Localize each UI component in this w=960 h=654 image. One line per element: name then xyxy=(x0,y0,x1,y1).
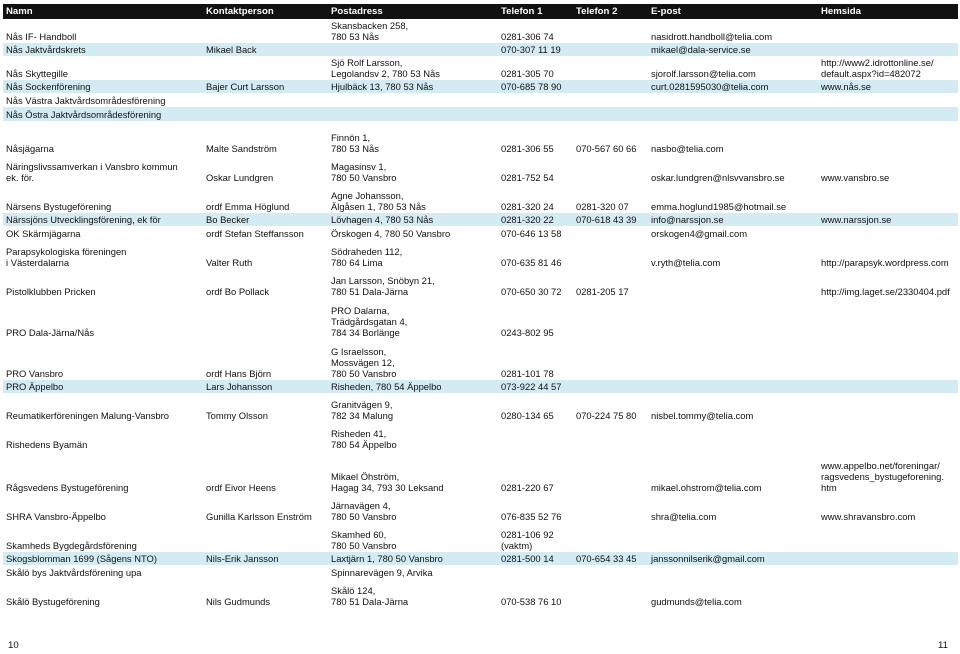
table-row xyxy=(3,451,958,494)
table-row xyxy=(3,552,958,565)
cell-telefon-1 xyxy=(498,93,573,107)
cell-kontaktperson xyxy=(203,93,328,107)
cell-telefon-1: 0281-320 22 xyxy=(498,213,573,226)
cell-hemsida xyxy=(818,121,958,155)
cell-kontaktperson: Nils-Erik Jansson xyxy=(203,552,328,565)
cell-telefon-2 xyxy=(573,451,648,494)
cell-kontaktperson: Lars Johansson xyxy=(203,380,328,393)
cell-namn: Skålö bys Jaktvårdsförening upa xyxy=(6,567,142,578)
cell-telefon-1: 070-646 13 58 xyxy=(501,228,562,239)
cell-postadress: Järnavägen 4, 780 50 Vansbro xyxy=(331,500,397,522)
cell-namn: Pistolklubben Pricken xyxy=(6,286,96,297)
cell-hemsida: www.vansbro.se xyxy=(821,172,890,183)
cell-postadress: Risheden, 780 54 Äppelbo xyxy=(328,380,498,393)
cell-telefon-2: 070-567 60 66 xyxy=(576,143,637,154)
cell-postadress xyxy=(328,43,498,56)
header-hemsida: Hemsida xyxy=(818,4,958,19)
cell-telefon-2 xyxy=(573,565,648,579)
cell-telefon-1 xyxy=(498,107,573,121)
cell-kontaktperson: Oskar Lundgren xyxy=(206,172,274,183)
cell-kontaktperson: ordf Stefan Steffansson xyxy=(206,228,304,239)
page-number-left: 10 xyxy=(8,640,19,651)
cell-kontaktperson xyxy=(203,422,328,451)
cell-e-post xyxy=(648,107,818,121)
cell-namn: Parapsykologiska föreningen i Västerdalarna xyxy=(6,246,127,268)
header-telefon-2: Telefon 2 xyxy=(573,4,648,19)
cell-postadress: Granitvägen 9, 782 34 Malung xyxy=(331,399,394,421)
cell-telefon-1: 0281-500 14 xyxy=(498,552,573,565)
header-row xyxy=(3,4,958,19)
cell-postadress: Agne Johansson, Älgåsen 1, 780 53 Nås xyxy=(331,190,426,212)
cell-postadress: G Israelsson, Mossvägen 12, 780 50 Vansbro xyxy=(331,346,397,379)
cell-hemsida: www.narssjon.se xyxy=(818,213,958,226)
cell-telefon-1: 070-635 81 46 xyxy=(501,257,562,268)
cell-postadress: Hjulbäck 13, 780 53 Nås xyxy=(328,80,498,93)
cell-e-post: mikael.ohstrom@telia.com xyxy=(651,482,762,493)
cell-telefon-1: 076-835 52 76 xyxy=(501,511,562,522)
cell-telefon-1: 0281-306 55 xyxy=(501,143,554,154)
cell-telefon-1: 0281-305 70 xyxy=(501,68,554,79)
cell-kontaktperson: ordf Emma Höglund xyxy=(206,201,290,212)
cell-telefon-2 xyxy=(573,523,648,552)
cell-namn: Skogsblomman 1699 (Sågens NTO) xyxy=(3,552,203,565)
cell-e-post: info@narssjon.se xyxy=(648,213,818,226)
cell-postadress: Finnön 1, 780 53 Nås xyxy=(331,132,379,154)
cell-e-post: oskar.lundgren@nlsvvansbro.se xyxy=(651,172,785,183)
cell-postadress: Sjö Rolf Larsson, Legolandsv 2, 780 53 Nås xyxy=(331,57,440,79)
cell-hemsida xyxy=(818,393,958,422)
cell-hemsida xyxy=(818,43,958,56)
table-row xyxy=(3,579,958,608)
cell-postadress: Spinnarevägen 9, Arvika xyxy=(331,567,433,578)
table-row xyxy=(3,80,958,93)
cell-telefon-2 xyxy=(573,298,648,339)
cell-e-post: orskogen4@gmail.com xyxy=(651,228,748,239)
cell-telefon-1: 070-307 11 19 xyxy=(498,43,573,56)
cell-e-post: curt.0281595030@telia.com xyxy=(648,80,818,93)
cell-telefon-1: 070-685 78 90 xyxy=(498,80,573,93)
cell-telefon-1: 0281-752 54 xyxy=(501,172,554,183)
cell-telefon-2 xyxy=(573,226,648,240)
cell-telefon-2 xyxy=(573,494,648,523)
table-row xyxy=(3,155,958,184)
cell-namn: Rågsvedens Bystugeförening xyxy=(6,482,129,493)
cell-namn: Nås Skyttegille xyxy=(6,68,69,79)
table-row xyxy=(3,298,958,339)
cell-kontaktperson: ordf Eivor Heens xyxy=(206,482,276,493)
header-e-post: E-post xyxy=(648,4,818,19)
cell-hemsida: http://img.laget.se/2330404.pdf xyxy=(821,286,950,297)
cell-telefon-2: 070-654 33 45 xyxy=(573,552,648,565)
cell-telefon-1: 0281-320 24 xyxy=(501,201,554,212)
cell-e-post xyxy=(648,93,818,107)
cell-kontaktperson: Bo Becker xyxy=(203,213,328,226)
cell-namn: Närssjöns Utvecklingsförening, ek för xyxy=(3,213,203,226)
cell-namn: Nås IF- Handboll xyxy=(6,31,77,42)
cell-postadress: Risheden 41, 780 54 Äppelbo xyxy=(331,428,397,450)
cell-kontaktperson: Malte Sandström xyxy=(206,143,277,154)
cell-telefon-1: 0281-101 78 xyxy=(501,368,554,379)
cell-kontaktperson xyxy=(203,19,328,43)
cell-kontaktperson xyxy=(203,565,328,579)
cell-postadress: Laxtjärn 1, 780 50 Vansbro xyxy=(328,552,498,565)
cell-telefon-2: 070-618 43 39 xyxy=(573,213,648,226)
cell-namn: SHRA Vansbro-Äppelbo xyxy=(6,511,106,522)
cell-postadress: Mikael Öhström, Hagag 34, 793 30 Leksand xyxy=(331,471,444,493)
cell-telefon-1 xyxy=(498,565,573,579)
cell-namn: Nås Sockenförening xyxy=(3,80,203,93)
table-row xyxy=(3,523,958,552)
table-row xyxy=(3,380,958,393)
cell-telefon-1: 0281-306 74 xyxy=(501,31,554,42)
header-postadress: Postadress xyxy=(328,4,498,19)
cell-telefon-2 xyxy=(573,43,648,56)
cell-e-post: mikael@dala-service.se xyxy=(648,43,818,56)
cell-hemsida xyxy=(818,565,958,579)
cell-hemsida xyxy=(818,298,958,339)
cell-postadress xyxy=(328,93,498,107)
cell-namn: PRO Äppelbo xyxy=(3,380,203,393)
cell-hemsida xyxy=(818,339,958,380)
cell-hemsida: http://www2.idrottonline.se/ default.aspx?id=482072 xyxy=(821,57,934,79)
cell-kontaktperson xyxy=(203,523,328,552)
cell-postadress: Magasinsv 1, 780 50 Vansbro xyxy=(331,161,397,183)
table-row xyxy=(3,494,958,523)
cell-kontaktperson: Bajer Curt Larsson xyxy=(203,80,328,93)
cell-namn: Nås Västra Jaktvårdsområdesförening xyxy=(6,95,166,106)
page-number-right: 11 xyxy=(938,640,948,651)
cell-telefon-2 xyxy=(573,240,648,269)
table-row xyxy=(3,121,958,155)
cell-telefon-1: 0243-802 95 xyxy=(501,327,554,338)
cell-e-post xyxy=(648,269,818,298)
cell-hemsida xyxy=(818,184,958,213)
cell-namn: Skålö Bystugeförening xyxy=(6,596,100,607)
cell-postadress: Jan Larsson, Snöbyn 21, 780 51 Dala-Järna xyxy=(331,275,435,297)
table-row xyxy=(3,184,958,213)
table-row xyxy=(3,422,958,451)
table-row xyxy=(3,19,958,43)
cell-kontaktperson: Mikael Back xyxy=(203,43,328,56)
cell-postadress: PRO Dalarna, Trädgårdsgatan 4, 784 34 Borlänge xyxy=(331,305,408,338)
table-row xyxy=(3,565,958,579)
cell-postadress: Lövhagen 4, 780 53 Nås xyxy=(328,213,498,226)
cell-telefon-2 xyxy=(573,107,648,121)
cell-e-post: shra@telia.com xyxy=(651,511,717,522)
cell-namn: Nåsjägarna xyxy=(6,143,54,154)
cell-postadress: Skamhed 60, 780 50 Vansbro xyxy=(331,529,397,551)
cell-telefon-1: 0280-134 65 xyxy=(501,410,554,421)
cell-telefon-2: 0281-205 17 xyxy=(576,286,629,297)
cell-telefon-2 xyxy=(573,93,648,107)
cell-namn: OK Skärmjägarna xyxy=(6,228,81,239)
cell-namn: Nås Östra Jaktvårdsområdesförening xyxy=(3,107,203,121)
cell-telefon-2 xyxy=(573,80,648,93)
cell-hemsida xyxy=(818,579,958,608)
cell-hemsida: http://parapsyk.wordpress.com xyxy=(821,257,949,268)
cell-hemsida xyxy=(818,19,958,43)
table-row xyxy=(3,240,958,269)
cell-telefon-2 xyxy=(573,339,648,380)
header-telefon-1: Telefon 1 xyxy=(498,4,573,19)
cell-telefon-2 xyxy=(573,56,648,80)
header-namn: Namn xyxy=(3,4,203,19)
table-row xyxy=(3,213,958,226)
cell-telefon-1: 070-538 76 10 xyxy=(501,596,562,607)
cell-hemsida xyxy=(818,380,958,393)
cell-hemsida: www.appelbo.net/foreningar/ ragsvedens_bystugeforening. htm xyxy=(821,460,945,493)
cell-e-post xyxy=(648,339,818,380)
cell-telefon-2 xyxy=(573,422,648,451)
cell-kontaktperson: Nils Gudmunds xyxy=(206,596,271,607)
cell-namn: Skamheds Bygdegårdsförening xyxy=(6,540,137,551)
cell-e-post xyxy=(648,523,818,552)
cell-kontaktperson xyxy=(203,56,328,80)
table-row xyxy=(3,107,958,121)
cell-telefon-1: 0281-220 67 xyxy=(501,482,554,493)
cell-kontaktperson: ordf Hans Björn xyxy=(206,368,272,379)
cell-kontaktperson: Valter Ruth xyxy=(206,257,253,268)
cell-namn: Rishedens Byamän xyxy=(6,439,88,450)
cell-kontaktperson: ordf Bo Pollack xyxy=(206,286,270,297)
cell-kontaktperson xyxy=(203,107,328,121)
cell-e-post: nasbo@telia.com xyxy=(651,143,724,154)
cell-postadress xyxy=(328,107,498,121)
cell-telefon-2 xyxy=(573,380,648,393)
cell-telefon-2: 0281-320 07 xyxy=(576,201,629,212)
cell-kontaktperson: Tommy Olsson xyxy=(206,410,268,421)
cell-telefon-2: 070-224 75 80 xyxy=(576,410,637,421)
cell-hemsida xyxy=(818,93,958,107)
cell-hemsida xyxy=(818,226,958,240)
cell-namn: Näringslivssamverkan i Vansbro kommun ek. för. xyxy=(6,161,178,183)
cell-namn: PRO Dala-Järna/Nås xyxy=(6,327,95,338)
cell-e-post: sjorolf.larsson@telia.com xyxy=(651,68,756,79)
cell-kontaktperson xyxy=(203,298,328,339)
table-row xyxy=(3,56,958,80)
cell-telefon-2 xyxy=(573,19,648,43)
table-row xyxy=(3,93,958,107)
cell-e-post xyxy=(648,380,818,393)
table-row xyxy=(3,43,958,56)
cell-telefon-1 xyxy=(498,422,573,451)
cell-e-post xyxy=(648,298,818,339)
cell-postadress: Skansbacken 258, 780 53 Nås xyxy=(331,20,409,42)
cell-e-post: janssonnilserik@gmail.com xyxy=(648,552,818,565)
cell-telefon-1: 0281-106 92 (vaktm) xyxy=(501,529,554,551)
cell-e-post xyxy=(648,565,818,579)
cell-kontaktperson: Gunilla Karlsson Enström xyxy=(206,511,312,522)
cell-telefon-1: 070-650 30 72 xyxy=(501,286,562,297)
cell-postadress: Örskogen 4, 780 50 Vansbro xyxy=(331,228,451,239)
cell-hemsida: www.nås.se xyxy=(818,80,958,93)
cell-telefon-1: 073-922 44 57 xyxy=(498,380,573,393)
association-table xyxy=(3,4,958,608)
cell-e-post: v.ryth@telia.com xyxy=(651,257,721,268)
cell-hemsida xyxy=(818,552,958,565)
table-row xyxy=(3,269,958,298)
header-kontaktperson: Kontaktperson xyxy=(203,4,328,19)
cell-e-post: emma.hoglund1985@hotmail.se xyxy=(651,201,787,212)
cell-e-post: nisbel.tommy@telia.com xyxy=(651,410,754,421)
cell-hemsida: www.shravansbro.com xyxy=(821,511,916,522)
cell-telefon-2 xyxy=(573,155,648,184)
cell-e-post xyxy=(648,422,818,451)
cell-namn: Reumatikerföreningen Malung-Vansbro xyxy=(6,410,169,421)
cell-postadress: Södraheden 112, 780 64 Lima xyxy=(331,246,403,268)
cell-e-post: nasidrott.handboll@telia.com xyxy=(651,31,773,42)
cell-namn: PRO Vansbro xyxy=(6,368,64,379)
table-row xyxy=(3,393,958,422)
cell-namn: Nås Jaktvårdskrets xyxy=(3,43,203,56)
cell-hemsida xyxy=(818,422,958,451)
cell-e-post: gudmunds@telia.com xyxy=(651,596,742,607)
cell-hemsida xyxy=(818,523,958,552)
cell-postadress: Skålö 124, 780 51 Dala-Järna xyxy=(331,585,409,607)
table-row xyxy=(3,339,958,380)
cell-namn: Närsens Bystugeförening xyxy=(6,201,112,212)
cell-hemsida xyxy=(818,107,958,121)
table-row xyxy=(3,226,958,240)
cell-telefon-2 xyxy=(573,579,648,608)
